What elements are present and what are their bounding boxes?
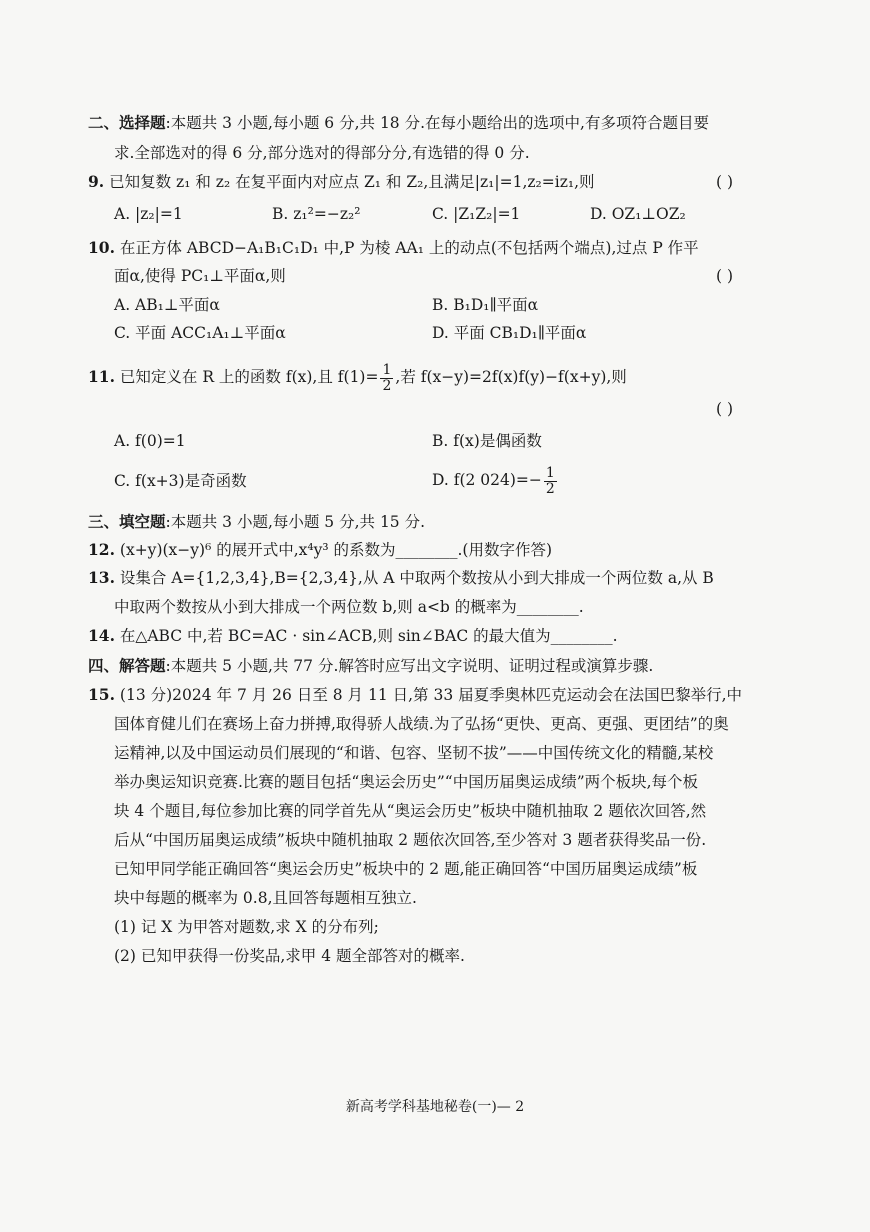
section4-heading: 四、解答题 bbox=[88, 657, 166, 675]
q11-answer-paren: ( ) bbox=[716, 400, 734, 418]
section4-header bbox=[88, 655, 653, 677]
section2-desc-line1: :本题共 3 小题,每小题 6 分,共 18 分.在每小题给出的选项中,有多项符合题目要 bbox=[165, 114, 709, 132]
q11-fraction-numerator: 1 bbox=[382, 361, 392, 378]
q9-option-b: B. z₁²=−z₂² bbox=[272, 205, 361, 223]
q11-fraction bbox=[380, 363, 393, 394]
q15-text-line6: 后从“中国历届奥运成绩”板块中随机抽取 2 题依次回答,至少答对 3 题者获得奖品一份. bbox=[114, 831, 707, 849]
q10-stem-line1 bbox=[88, 237, 699, 259]
page-footer: 新高考学科基地秘卷(一)— 2 bbox=[345, 1099, 525, 1115]
section2-desc-line2: 求.全部选对的得 6 分,部分选对的得部分分,有选错的得 0 分. bbox=[114, 144, 530, 162]
q11-number: 11. bbox=[88, 367, 115, 386]
q15-subquestion-2: (2) 已知甲获得一份奖品,求甲 4 题全部答对的概率. bbox=[114, 947, 465, 965]
q11-option-d-pre: D. f(2 024)=− bbox=[432, 471, 542, 489]
q11-option-a: A. f(0)=1 bbox=[114, 432, 186, 450]
q11-option-c: C. f(x+3)是奇函数 bbox=[114, 472, 247, 490]
q15-text-line4: 举办奥运知识竞赛.比赛的题目包括“奥运会历史”“中国历届奥运成绩”两个板块,每个板 bbox=[114, 773, 699, 791]
q11-option-d-fraction bbox=[544, 466, 557, 497]
section3-heading: 三、填空题 bbox=[88, 513, 166, 531]
section3-desc: :本题共 3 小题,每小题 5 分,共 15 分. bbox=[165, 513, 426, 531]
q11-stem bbox=[88, 360, 627, 394]
q9-text: 已知复数 z₁ 和 z₂ 在复平面内对应点 Z₁ 和 Z₂,且满足|z₁|=1,z₂=iz₁,则 bbox=[109, 173, 595, 191]
q14-stem bbox=[88, 625, 618, 647]
q11-option-d-denominator: 2 bbox=[545, 480, 555, 497]
q10-option-c: C. 平面 ACC₁A₁⊥平面α bbox=[114, 324, 286, 342]
q12-text: (x+y)(x−y)⁶ 的展开式中,x⁴y³ 的系数为________.(用数字作答) bbox=[119, 541, 553, 559]
q9-option-c: C. |Z₁Z₂|=1 bbox=[432, 205, 521, 223]
q10-text-line1: 在正方体 ABCD−A₁B₁C₁D₁ 中,P 为棱 AA₁ 上的动点(不包括两个端点),过点 P 作平 bbox=[119, 239, 699, 257]
section2-header bbox=[88, 112, 709, 134]
q15-text-line7: 已知甲同学能正确回答“奥运会历史”板块中的 2 题,能正确回答“中国历届奥运成绩”板 bbox=[114, 860, 698, 878]
q10-answer-paren: ( ) bbox=[716, 267, 734, 285]
q12-stem bbox=[88, 539, 552, 561]
q9-stem bbox=[88, 171, 595, 193]
q9-option-d: D. OZ₁⊥OZ₂ bbox=[590, 205, 686, 223]
q11-fraction-denominator: 2 bbox=[382, 377, 392, 394]
section4-desc: :本题共 5 小题,共 77 分.解答时应写出文字说明、证明过程或演算步骤. bbox=[165, 657, 654, 675]
q10-option-b: B. B₁D₁∥平面α bbox=[432, 296, 539, 314]
q15-number: 15. bbox=[88, 685, 115, 704]
q10-option-a: A. AB₁⊥平面α bbox=[114, 296, 220, 314]
section3-header bbox=[88, 511, 425, 533]
q12-number: 12. bbox=[88, 540, 115, 559]
q15-text-line2: 国体育健儿们在赛场上奋力拼搏,取得骄人战绩.为了弘扬“更快、更高、更强、更团结”的奥 bbox=[114, 715, 729, 733]
q15-text-line8: 块中每题的概率为 0.8,且回答每题相互独立. bbox=[114, 889, 417, 907]
q15-text-line5: 块 4 个题目,每位参加比赛的同学首先从“奥运会历史”板块中随机抽取 2 题依次回答,然 bbox=[114, 802, 707, 820]
q9-answer-paren: ( ) bbox=[716, 173, 734, 191]
q10-text-line2: 面α,使得 PC₁⊥平面α,则 bbox=[114, 267, 286, 285]
q11-option-b: B. f(x)是偶函数 bbox=[432, 432, 542, 450]
q14-text: 在△ABC 中,若 BC=AC · sin∠ACB,则 sin∠BAC 的最大值为________. bbox=[119, 627, 618, 645]
q15-stem-line1 bbox=[88, 684, 742, 706]
q13-number: 13. bbox=[88, 568, 115, 587]
q11-text-pre: 已知定义在 R 上的函数 f(x),且 f(1)= bbox=[119, 368, 379, 386]
q13-stem-line1 bbox=[88, 567, 714, 589]
q14-number: 14. bbox=[88, 626, 115, 645]
q13-text-line2: 中取两个数按从小到大排成一个两位数 b,则 a<b 的概率为________. bbox=[114, 598, 584, 616]
q15-text-line1: (13 分)2024 年 7 月 26 日至 8 月 11 日,第 33 届夏季奥林匹克运动会在法国巴黎举行,中 bbox=[119, 686, 743, 704]
q9-option-a: A. |z₂|=1 bbox=[114, 205, 183, 223]
q15-text-line3: 运精神,以及中国运动员们展现的“和谐、包容、坚韧不拔”——中国传统文化的精髓,某校 bbox=[114, 744, 714, 762]
q10-number: 10. bbox=[88, 238, 115, 257]
q11-text-post: ,若 f(x−y)=2f(x)f(y)−f(x+y),则 bbox=[395, 368, 627, 386]
q11-option-d bbox=[432, 462, 559, 498]
q9-number: 9. bbox=[88, 172, 105, 191]
q13-text-line1: 设集合 A={1,2,3,4},B={2,3,4},从 A 中取两个数按从小到大排成一个两位数 a,从 B bbox=[119, 569, 714, 587]
q15-subquestion-1: (1) 记 X 为甲答对题数,求 X 的分布列; bbox=[114, 918, 379, 936]
section2-heading: 二、选择题 bbox=[88, 114, 166, 132]
q11-option-d-numerator: 1 bbox=[545, 464, 555, 481]
q10-option-d: D. 平面 CB₁D₁∥平面α bbox=[432, 324, 587, 342]
